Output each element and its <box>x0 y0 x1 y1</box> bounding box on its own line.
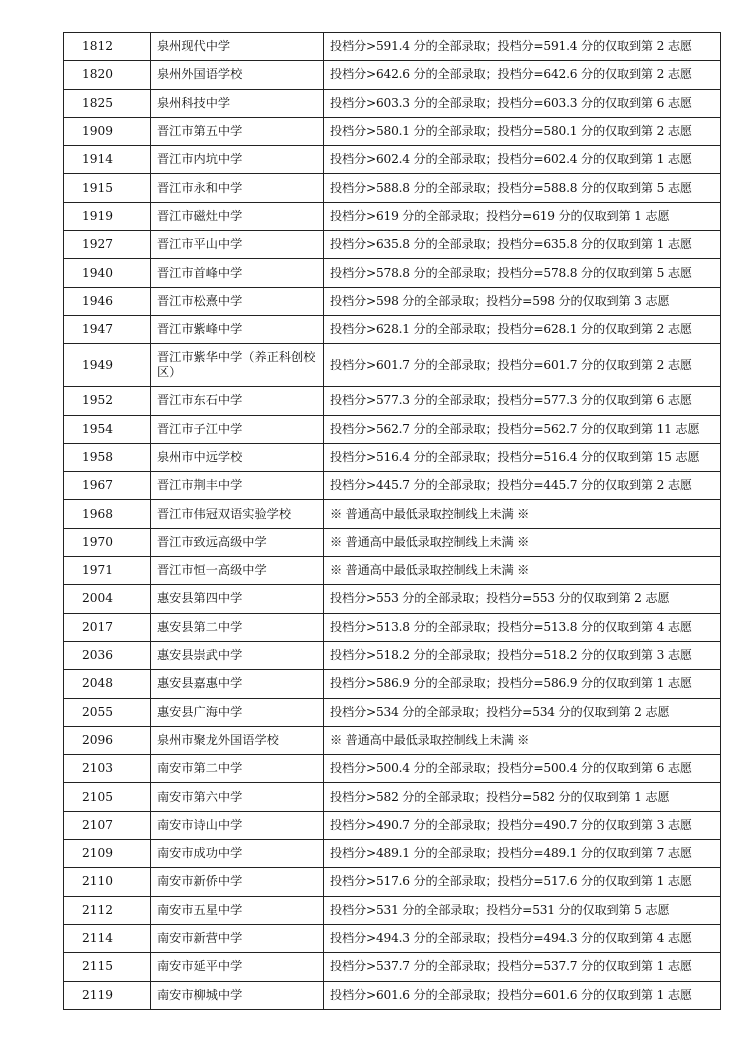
table-row <box>64 146 721 174</box>
school-code-cell: 1949 <box>64 344 151 387</box>
admission-result-cell: 投档分>635.8 分的全部录取；投档分=635.8 分的仅取到第 1 志愿 <box>324 231 721 259</box>
school-code-cell: 1946 <box>64 287 151 315</box>
table-row <box>64 344 721 387</box>
school-name-cell: 晋江市伟冠双语实验学校 <box>151 500 324 528</box>
school-code-cell: 2036 <box>64 641 151 669</box>
admission-result-cell: 投档分>562.7 分的全部录取；投档分=562.7 分的仅取到第 11 志愿 <box>324 415 721 443</box>
school-code-cell: 1812 <box>64 33 151 61</box>
school-code-cell: 2114 <box>64 924 151 952</box>
table-row <box>64 613 721 641</box>
admission-result-cell: ※ 普通高中最低录取控制线上未满 ※ <box>324 557 721 585</box>
table-row <box>64 287 721 315</box>
school-name-cell: 南安市诗山中学 <box>151 811 324 839</box>
school-name-cell: 泉州市聚龙外国语学校 <box>151 726 324 754</box>
admission-result-cell: ※ 普通高中最低录取控制线上未满 ※ <box>324 528 721 556</box>
school-name-cell: 晋江市紫华中学（养正科创校区） <box>151 344 324 387</box>
school-name-cell: 南安市第六中学 <box>151 783 324 811</box>
school-name-cell: 南安市柳城中学 <box>151 981 324 1009</box>
admission-result-cell: 投档分>582 分的全部录取；投档分=582 分的仅取到第 1 志愿 <box>324 783 721 811</box>
table-row <box>64 174 721 202</box>
school-name-cell: 南安市第二中学 <box>151 755 324 783</box>
school-code-cell: 1968 <box>64 500 151 528</box>
school-code-cell: 2107 <box>64 811 151 839</box>
school-name-cell: 惠安县第四中学 <box>151 585 324 613</box>
admission-result-cell: 投档分>619 分的全部录取；投档分=619 分的仅取到第 1 志愿 <box>324 202 721 230</box>
admission-result-cell: 投档分>489.1 分的全部录取；投档分=489.1 分的仅取到第 7 志愿 <box>324 840 721 868</box>
admission-result-cell: 投档分>578.8 分的全部录取；投档分=578.8 分的仅取到第 5 志愿 <box>324 259 721 287</box>
table-row <box>64 33 721 61</box>
school-name-cell: 晋江市内坑中学 <box>151 146 324 174</box>
admission-result-cell: 投档分>588.8 分的全部录取；投档分=588.8 分的仅取到第 5 志愿 <box>324 174 721 202</box>
school-code-cell: 2109 <box>64 840 151 868</box>
table-row <box>64 811 721 839</box>
admission-result-cell: 投档分>445.7 分的全部录取；投档分=445.7 分的仅取到第 2 志愿 <box>324 472 721 500</box>
school-code-cell: 2048 <box>64 670 151 698</box>
admission-result-cell: 投档分>534 分的全部录取；投档分=534 分的仅取到第 2 志愿 <box>324 698 721 726</box>
table-row <box>64 868 721 896</box>
school-code-cell: 2055 <box>64 698 151 726</box>
school-name-cell: 晋江市永和中学 <box>151 174 324 202</box>
school-code-cell: 1919 <box>64 202 151 230</box>
admission-result-cell: 投档分>531 分的全部录取；投档分=531 分的仅取到第 5 志愿 <box>324 896 721 924</box>
school-name-cell: 南安市新侨中学 <box>151 868 324 896</box>
school-code-cell: 1927 <box>64 231 151 259</box>
admission-result-cell: 投档分>517.6 分的全部录取；投档分=517.6 分的仅取到第 1 志愿 <box>324 868 721 896</box>
admission-result-cell: 投档分>494.3 分的全部录取；投档分=494.3 分的仅取到第 4 志愿 <box>324 924 721 952</box>
document-page <box>63 32 700 1010</box>
school-code-cell: 2103 <box>64 755 151 783</box>
school-code-cell: 1914 <box>64 146 151 174</box>
school-code-cell: 2105 <box>64 783 151 811</box>
school-name-cell: 晋江市东石中学 <box>151 387 324 415</box>
table-row <box>64 755 721 783</box>
admission-result-cell: 投档分>513.8 分的全部录取；投档分=513.8 分的仅取到第 4 志愿 <box>324 613 721 641</box>
school-name-cell: 晋江市致远高级中学 <box>151 528 324 556</box>
school-code-cell: 1820 <box>64 61 151 89</box>
table-row <box>64 202 721 230</box>
school-name-cell: 晋江市平山中学 <box>151 231 324 259</box>
school-name-cell: 泉州科技中学 <box>151 89 324 117</box>
table-row <box>64 387 721 415</box>
school-name-cell: 晋江市磁灶中学 <box>151 202 324 230</box>
table-row <box>64 61 721 89</box>
table-row <box>64 528 721 556</box>
school-code-cell: 1971 <box>64 557 151 585</box>
table-row <box>64 953 721 981</box>
table-row <box>64 415 721 443</box>
table-row <box>64 500 721 528</box>
school-name-cell: 南安市延平中学 <box>151 953 324 981</box>
admission-result-cell: 投档分>500.4 分的全部录取；投档分=500.4 分的仅取到第 6 志愿 <box>324 755 721 783</box>
admission-result-cell: 投档分>601.7 分的全部录取；投档分=601.7 分的仅取到第 2 志愿 <box>324 344 721 387</box>
table-row <box>64 472 721 500</box>
table-row <box>64 726 721 754</box>
table-row <box>64 443 721 471</box>
school-name-cell: 晋江市首峰中学 <box>151 259 324 287</box>
school-code-cell: 1909 <box>64 117 151 145</box>
school-code-cell: 1947 <box>64 315 151 343</box>
school-code-cell: 2119 <box>64 981 151 1009</box>
table-row <box>64 670 721 698</box>
school-name-cell: 泉州外国语学校 <box>151 61 324 89</box>
school-name-cell: 南安市成功中学 <box>151 840 324 868</box>
table-row <box>64 315 721 343</box>
admission-result-cell: 投档分>598 分的全部录取；投档分=598 分的仅取到第 3 志愿 <box>324 287 721 315</box>
school-name-cell: 惠安县嘉惠中学 <box>151 670 324 698</box>
admission-score-table <box>63 32 721 1010</box>
school-code-cell: 1952 <box>64 387 151 415</box>
table-row <box>64 117 721 145</box>
school-name-cell: 南安市新营中学 <box>151 924 324 952</box>
school-code-cell: 1958 <box>64 443 151 471</box>
school-name-cell: 晋江市荆丰中学 <box>151 472 324 500</box>
table-row <box>64 924 721 952</box>
school-code-cell: 1967 <box>64 472 151 500</box>
admission-result-cell: 投档分>537.7 分的全部录取；投档分=537.7 分的仅取到第 1 志愿 <box>324 953 721 981</box>
admission-result-cell: 投档分>516.4 分的全部录取；投档分=516.4 分的仅取到第 15 志愿 <box>324 443 721 471</box>
admission-result-cell: 投档分>591.4 分的全部录取；投档分=591.4 分的仅取到第 2 志愿 <box>324 33 721 61</box>
school-code-cell: 1954 <box>64 415 151 443</box>
table-row <box>64 641 721 669</box>
school-code-cell: 1915 <box>64 174 151 202</box>
admission-result-cell: 投档分>601.6 分的全部录取；投档分=601.6 分的仅取到第 1 志愿 <box>324 981 721 1009</box>
admission-result-cell: ※ 普通高中最低录取控制线上未满 ※ <box>324 500 721 528</box>
school-code-cell: 1940 <box>64 259 151 287</box>
school-code-cell: 2112 <box>64 896 151 924</box>
admission-result-cell: 投档分>553 分的全部录取；投档分=553 分的仅取到第 2 志愿 <box>324 585 721 613</box>
admission-result-cell: 投档分>602.4 分的全部录取；投档分=602.4 分的仅取到第 1 志愿 <box>324 146 721 174</box>
school-name-cell: 晋江市松熹中学 <box>151 287 324 315</box>
admission-result-cell: 投档分>490.7 分的全部录取；投档分=490.7 分的仅取到第 3 志愿 <box>324 811 721 839</box>
school-name-cell: 泉州市中远学校 <box>151 443 324 471</box>
school-code-cell: 2017 <box>64 613 151 641</box>
table-row <box>64 840 721 868</box>
school-name-cell: 南安市五星中学 <box>151 896 324 924</box>
admission-result-cell: 投档分>586.9 分的全部录取；投档分=586.9 分的仅取到第 1 志愿 <box>324 670 721 698</box>
admission-result-cell: 投档分>518.2 分的全部录取；投档分=518.2 分的仅取到第 3 志愿 <box>324 641 721 669</box>
admission-result-cell: 投档分>577.3 分的全部录取；投档分=577.3 分的仅取到第 6 志愿 <box>324 387 721 415</box>
school-name-cell: 晋江市恒一高级中学 <box>151 557 324 585</box>
school-name-cell: 惠安县崇武中学 <box>151 641 324 669</box>
admission-result-cell: ※ 普通高中最低录取控制线上未满 ※ <box>324 726 721 754</box>
school-code-cell: 2004 <box>64 585 151 613</box>
admission-result-cell: 投档分>628.1 分的全部录取；投档分=628.1 分的仅取到第 2 志愿 <box>324 315 721 343</box>
school-name-cell: 晋江市第五中学 <box>151 117 324 145</box>
school-name-cell: 晋江市紫峰中学 <box>151 315 324 343</box>
school-name-cell: 惠安县第二中学 <box>151 613 324 641</box>
admission-result-cell: 投档分>603.3 分的全部录取；投档分=603.3 分的仅取到第 6 志愿 <box>324 89 721 117</box>
table-row <box>64 783 721 811</box>
school-code-cell: 2110 <box>64 868 151 896</box>
school-name-cell: 惠安县广海中学 <box>151 698 324 726</box>
table-row <box>64 259 721 287</box>
table-row <box>64 89 721 117</box>
admission-result-cell: 投档分>580.1 分的全部录取；投档分=580.1 分的仅取到第 2 志愿 <box>324 117 721 145</box>
table-row <box>64 981 721 1009</box>
table-body <box>64 33 721 1010</box>
school-name-cell: 泉州现代中学 <box>151 33 324 61</box>
table-row <box>64 585 721 613</box>
school-code-cell: 2115 <box>64 953 151 981</box>
school-code-cell: 1825 <box>64 89 151 117</box>
table-row <box>64 896 721 924</box>
school-code-cell: 1970 <box>64 528 151 556</box>
table-row <box>64 698 721 726</box>
admission-result-cell: 投档分>642.6 分的全部录取；投档分=642.6 分的仅取到第 2 志愿 <box>324 61 721 89</box>
school-name-cell: 晋江市子江中学 <box>151 415 324 443</box>
table-row <box>64 231 721 259</box>
table-row <box>64 557 721 585</box>
school-code-cell: 2096 <box>64 726 151 754</box>
